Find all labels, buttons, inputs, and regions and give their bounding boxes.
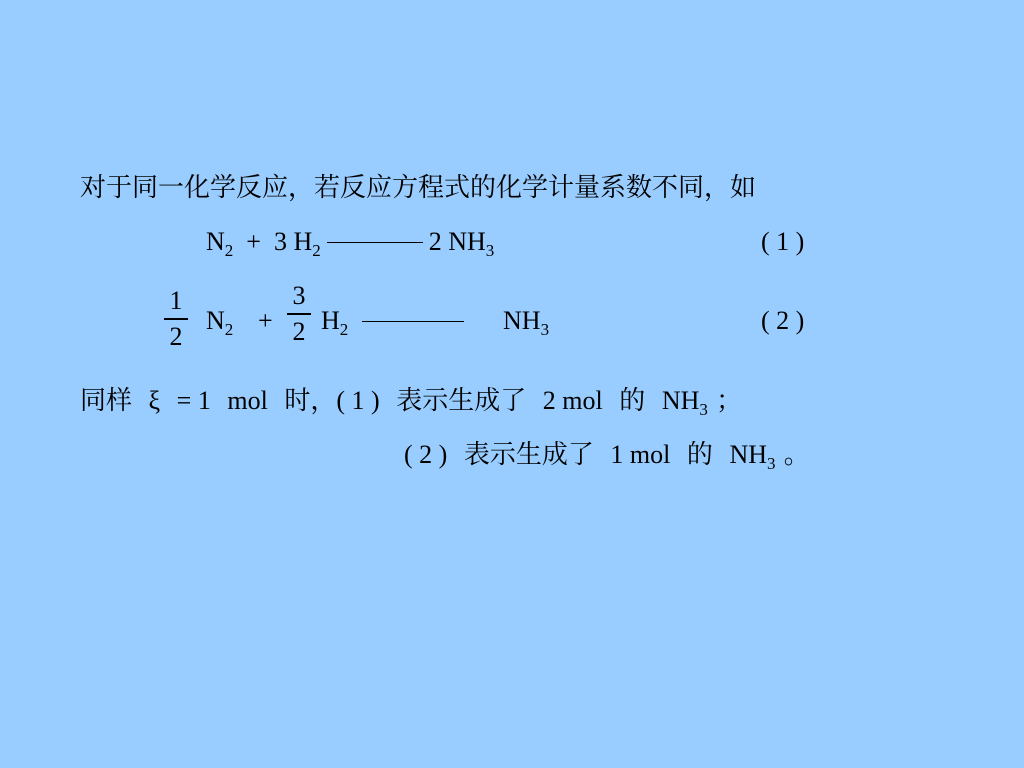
h2-coefficient: 3 [273,227,287,256]
equation-ref-1: ( 1 ) [336,386,380,415]
end-punct-2: 。 [783,440,810,470]
description-text-2: 表示生成了 [463,440,594,470]
xi-symbol: ξ [148,386,161,415]
when-text: 时， [284,386,337,416]
equation-1 [206,227,495,260]
of-text: 的 [619,386,646,416]
nh3-symbol: $NH_3$ [448,227,495,260]
fraction-three-halves: 3 2 [287,281,311,347]
equation-ref-2: ( 2 ) [404,440,448,469]
reaction-dash-2 [362,306,464,336]
plus-sign: + [246,227,261,256]
end-punct: ； [716,386,743,416]
n2-symbol: $N_2$ [206,227,234,260]
conclusion-line-2 [404,440,810,473]
h2-symbol-2: $H_2$ [321,306,349,339]
fraction-one-half: 1 2 [164,286,188,352]
nh3-symbol-2: $NH_3$ [503,306,550,339]
nh3-coefficient: 2 [428,227,442,256]
h2-symbol: $H_2$ [293,227,321,260]
unit-text: mol [227,386,268,415]
n2-symbol-2: $N_2$ [206,306,234,339]
intro-text: 对于同一化学反应，若反应方程式的化学计量系数不同，如 [80,173,757,203]
of-text-2: 的 [686,440,713,470]
conclusion-line-1 [80,386,743,419]
description-text: 表示生成了 [396,386,527,416]
prefix-text: 同样 [80,386,133,416]
plus-sign-2: + [258,306,273,335]
reaction-dash [327,242,423,243]
equation-1-label: ( 1 ) [761,227,805,256]
amount-text-2: 1 mol [610,440,671,469]
equals-value: = 1 [176,386,211,415]
nh3-product-2: $NH_3$ [729,440,776,473]
amount-text: 2 mol [542,386,603,415]
nh3-product: $NH_3$ [661,386,708,419]
equation-2-label: ( 2 ) [761,306,805,335]
